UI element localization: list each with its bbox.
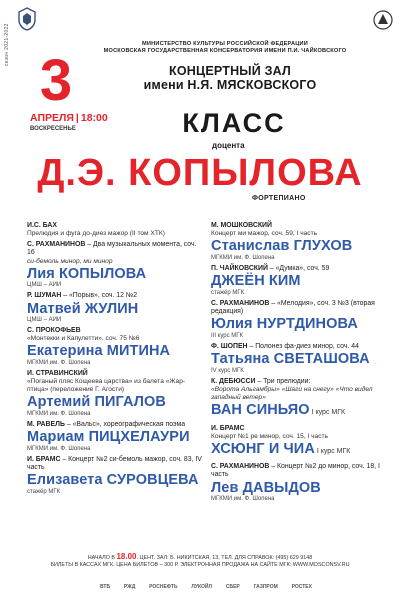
work-title: – Два музыкальных момента, соч. 16 xyxy=(27,241,197,257)
sponsor-logo: ГАЗПРОМ xyxy=(253,584,278,590)
concert-month: АПРЕЛЯ xyxy=(30,112,74,124)
performer-name: Станислав ГЛУХОВ xyxy=(211,238,353,255)
performer-name: ХСЮНГ И ЧИА I курс МГК xyxy=(211,440,351,457)
program-item xyxy=(27,456,203,496)
program-item xyxy=(27,421,203,453)
work-title: – Концерт №2 си-бемоль мажор, соч. 83, IV часть xyxy=(27,455,202,472)
performer-school: IV курс МГК xyxy=(211,367,244,374)
performer-name: ВАН СИНЬЯО I курс МГК xyxy=(211,402,346,419)
program-item xyxy=(211,222,387,262)
composer-name: М. МОШКОВСКИЙ xyxy=(211,222,272,229)
footer-start-label: НАЧАЛО В xyxy=(87,555,115,561)
ministry-emblem-icon xyxy=(16,6,38,32)
conservatory-name: МОСКОВСКАЯ ГОСУДАРСТВЕННАЯ КОНСЕРВАТОРИЯ ИМЕНИ П.И. ЧАЙКОВСКОГО xyxy=(103,48,347,55)
composer-name: К. ДЕБЮССИ xyxy=(211,377,256,385)
work-title: – «Порыв», соч. 12 №2 xyxy=(63,292,138,300)
docent-label: доцента xyxy=(212,141,245,150)
work-title: «Поганый пляс Кощеева царства» из балета «Жар-птица» (переложение Г. Агости) xyxy=(27,378,186,394)
work-title: – Концерт №2 до минор, соч. 18, I часть xyxy=(211,463,380,479)
sponsor-logo: РЖД xyxy=(123,584,136,590)
composer-name: П. ЧАЙКОВСКИЙ xyxy=(211,264,268,272)
performer-name: Артемий ПИГАЛОВ xyxy=(27,394,166,411)
composer-name: И. БРАМС xyxy=(211,424,245,432)
performer-course: I курс МГК xyxy=(314,447,351,455)
performer-school: МГКМИ им. Ф. Шопена xyxy=(211,496,275,503)
composer-name: Ф. ШОПЕН xyxy=(211,342,248,350)
composer-name: Р. ШУМАН xyxy=(27,292,62,300)
performer-school: стажёр МГК xyxy=(211,289,245,296)
concert-date-time xyxy=(30,112,130,124)
sponsor-logo: СБЕР xyxy=(225,584,240,590)
composer-name: С. РАХМАНИНОВ xyxy=(211,299,270,307)
composer-name: И.С. БАХ xyxy=(27,222,57,229)
work-title: – Полонез фа-диез минор, соч. 44 xyxy=(249,342,359,350)
footer-tickets: БИЛЕТЫ В КАССАХ МГК. ЦЕНА БИЛЕТОВ – 300 Р. ЭЛЕКТРОННАЯ ПРОДАЖА НА САЙТЕ МГК: WWW.MOSCONSV.RU xyxy=(50,562,350,568)
composer-name: С. РАХМАНИНОВ xyxy=(211,463,270,471)
performer-school: III курс МГК xyxy=(211,332,244,339)
performer-school: МГКМИ им. Ф. Шопена xyxy=(211,254,275,261)
season-label: сезон 2021-2022 xyxy=(4,23,10,66)
program-item xyxy=(27,222,203,238)
performer-school: стажёр МГК xyxy=(27,488,61,495)
performer-name: Юлия НУРТДИНОВА xyxy=(211,316,358,333)
work-title: Прелюдия и фуга до-диез мажор (II том ХТК) xyxy=(27,230,165,238)
work-title: Концерт №1 ре минор, соч. 15, I часть xyxy=(211,432,328,440)
teacher-name: Д.Э. КОПЫЛОВА xyxy=(37,152,363,194)
performer-name: Матвей ЖУЛИН xyxy=(27,300,139,317)
sponsor-logo: РОСТЕХ xyxy=(291,584,312,590)
work-subtitle: «Ворота Альгамбры» «Шаги на снегу» «Что видел западный ветер» xyxy=(211,386,373,402)
composer-name: С. ПРОКОФЬЕВ xyxy=(27,327,81,335)
footer-info xyxy=(20,553,380,569)
footer-address: . ЦЕНТ. ЗАЛ: Б. НИКИТСКАЯ, 13, ТЕЛ. ДЛЯ СПРАВОК: (495) 629 9148 xyxy=(136,555,313,561)
program-item xyxy=(27,292,203,324)
work-title: Концерт ми мажор, соч. 59, I часть xyxy=(211,230,318,238)
performer-name: Мариам ПИЦХЕЛАУРИ xyxy=(27,429,190,446)
program-item xyxy=(211,425,387,461)
performer-school: МГКМИ им. Ф. Шопена xyxy=(27,410,91,417)
work-title: – «Мелодия», соч. 3 №3 (вторая редакция) xyxy=(211,299,375,316)
program-item xyxy=(211,378,387,422)
composer-name: И. БРАМС xyxy=(27,455,61,463)
program-item xyxy=(211,265,387,297)
program-item xyxy=(27,327,203,367)
sponsor-logo: РОСНЕФТЬ xyxy=(149,584,178,590)
program-item xyxy=(211,463,387,503)
sponsor-logos xyxy=(100,582,312,592)
performer-name: Татьяна СВЕТАШОВА xyxy=(211,351,370,368)
composer-name: И. СТРАВИНСКИЙ xyxy=(27,370,88,378)
work-title: – «Думка», соч. 59 xyxy=(269,264,330,272)
performer-name: ДЖЕЁН КИМ xyxy=(211,273,301,290)
composer-name: С. РАХМАНИНОВ xyxy=(27,241,86,249)
work-title: – Три прелюдии: xyxy=(257,377,311,385)
performer-name: Лев ДАВЫДОВ xyxy=(211,479,321,496)
organization-header xyxy=(100,41,350,56)
sponsor-logo: ВТБ xyxy=(100,584,111,590)
performer-school: МГКМИ им. Ф. Шопена xyxy=(27,359,91,366)
work-title: «Монтекки и Капулетти», соч. 75 №6 xyxy=(27,335,140,343)
sponsor-logo: ЛУКОЙЛ xyxy=(191,584,213,590)
concert-time: 18:00 xyxy=(80,112,108,124)
instrument-label: ФОРТЕПИАНО xyxy=(252,195,306,202)
composer-name: М. РАВЕЛЬ xyxy=(27,421,65,429)
performer-school: МГКМИ им. Ф. Шопена xyxy=(27,445,91,452)
performer-name: Елизавета СУРОВЦЕВА xyxy=(27,472,199,489)
program-item xyxy=(211,343,387,375)
work-subtitle: си-бемоль минор, ми минор xyxy=(27,257,113,265)
class-title: КЛАСС xyxy=(182,108,286,138)
venue-title xyxy=(90,64,370,92)
date-separator: | xyxy=(75,112,79,124)
program-item xyxy=(27,370,203,418)
footer-start-time: 18.00 xyxy=(116,552,137,561)
performer-school: ЦМШ – АИИ xyxy=(27,317,62,324)
program-item xyxy=(211,300,387,340)
venue-line-2: имени Н.Я. МЯСКОВСКОГО xyxy=(143,78,317,92)
concert-weekday: ВОСКРЕСЕНЬЕ xyxy=(30,126,76,132)
concert-day: 3 xyxy=(39,48,73,113)
performer-name: Екатерина МИТИНА xyxy=(27,343,171,360)
program-right-column xyxy=(211,222,387,506)
ministry-name: МИНИСТЕРСТВО КУЛЬТУРЫ РОССИЙСКОЙ ФЕДЕРАЦИИ xyxy=(142,41,308,47)
performer-course: I курс МГК xyxy=(309,409,346,417)
venue-line-1: КОНЦЕРТНЫЙ ЗАЛ xyxy=(169,64,291,78)
performer-name: Лия КОПЫЛОВА xyxy=(27,265,147,282)
conservatory-emblem-icon xyxy=(372,8,394,34)
program-item xyxy=(27,241,203,289)
program-left-column xyxy=(27,222,203,499)
work-title: – «Вальс», хореографическая поэма xyxy=(66,421,186,429)
performer-school: ЦМШ – АИИ xyxy=(27,282,62,289)
